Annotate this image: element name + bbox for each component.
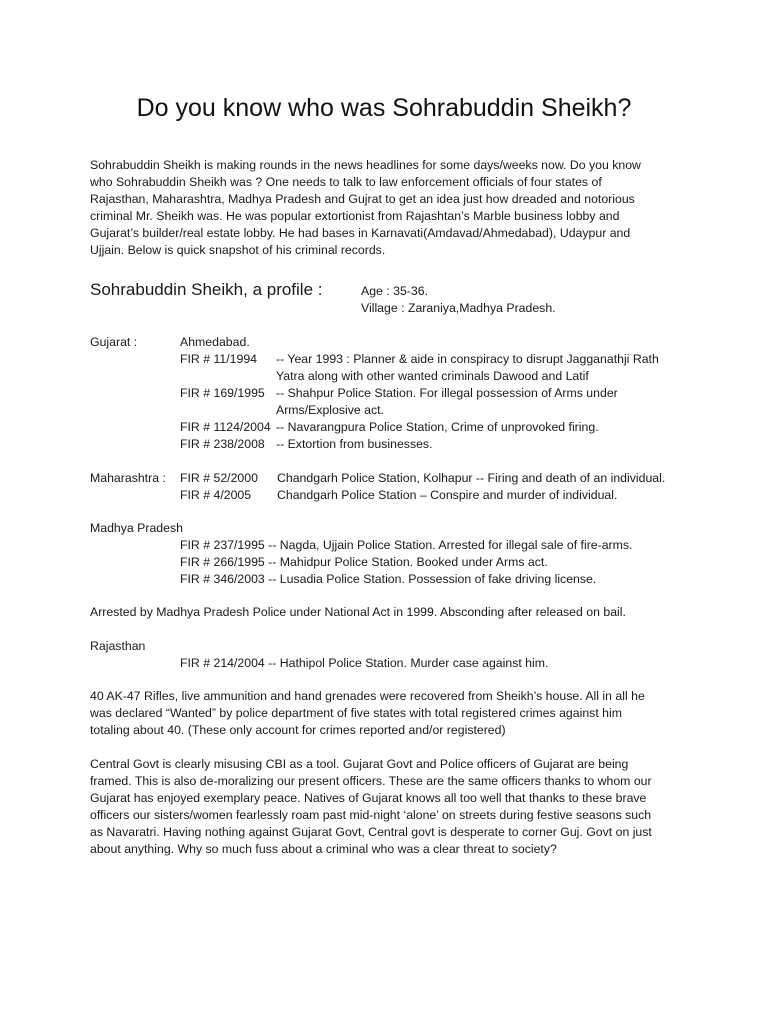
document-title: Do you know who was Sohrabuddin Sheikh?: [136, 94, 632, 122]
intro-line: Rajasthan, Maharashtra, Madhya Pradesh and Gujrat to get an idea just how dreaded and notorious: [90, 192, 635, 206]
fir-entry: FIR # 237/1995 -- Nagda, Ujjain Police Station. Arrested for illegal sale of fire-arms.: [180, 538, 633, 552]
central-line: about anything. Why so much fuss about a criminal who was a clear threat to society?: [90, 842, 557, 856]
central-line: officers our sisters/women fearlessly roam past mid-night ‘alone’ on streets during festive seasons such: [90, 808, 652, 822]
rifles-line: 40 AK-47 Rifles, live ammunition and hand grenades were recovered from Sheikh’s house. All in all he: [90, 689, 645, 703]
profile-heading: Sohrabuddin Sheikh, a profile :: [90, 280, 323, 299]
rajasthan-label: Rajasthan: [90, 639, 146, 653]
central-line: Gujarat has enjoyed exemplary peace. Natives of Gujarat knows all too well that thanks to these brave: [90, 791, 647, 805]
gujarat-city: Ahmedabad.: [180, 335, 250, 349]
central-govt-paragraph: [90, 756, 690, 858]
fir-description: -- Extortion from businesses.: [276, 437, 433, 451]
fir-description: -- Navarangpura Police Station, Crime of unprovoked firing.: [276, 420, 599, 434]
fir-description: Chandgarh Police Station, Kolhapur -- Firing and death of an individual.: [277, 471, 666, 485]
fir-description: Chandgarh Police Station – Conspire and murder of individual.: [277, 488, 618, 502]
fir-number: FIR # 11/1994: [180, 352, 258, 366]
intro-line: Ujjain. Below is quick snapshot of his criminal records.: [90, 243, 386, 257]
gujarat-label: Gujarat :: [90, 335, 138, 349]
intro-line: who Sohrabuddin Sheikh was ? One needs to talk to law enforcement officials of four states of: [90, 175, 602, 189]
profile-village: Village : Zaraniya,Madhya Pradesh.: [361, 301, 556, 315]
intro-line: Gujarat’s builder/real estate lobby. He had bases in Karnavati(Amdavad/Ahmedabad), Udaypur and: [90, 226, 631, 240]
rifles-line: totaling about 40. (These only account for crimes reported and/or registered): [90, 723, 506, 737]
fir-number: FIR # 238/2008: [180, 437, 265, 451]
profile-age: Age : 35-36.: [361, 284, 428, 298]
arrested-note: Arrested by Madhya Pradesh Police under National Act in 1999. Absconding after released on bail.: [90, 605, 626, 619]
fir-number: FIR # 1124/2004: [180, 420, 271, 434]
madhya-pradesh-label: Madhya Pradesh: [90, 521, 183, 535]
intro-line: Sohrabuddin Sheikh is making rounds in the news headlines for some days/weeks now. Do you know: [90, 158, 641, 172]
fir-number: FIR # 4/2005: [180, 488, 252, 502]
fir-description: -- Year 1993 : Planner & aide in conspiracy to disrupt Jagganathji Rath: [276, 352, 659, 366]
fir-number: FIR # 52/2000: [180, 471, 258, 485]
intro-line: criminal Mr. Sheikh was. He was popular extortionist from Rajashtan’s Marble business lobby and: [90, 209, 620, 223]
fir-description: Yatra along with other wanted criminals Dawood and Latif: [276, 369, 589, 383]
fir-description: Arms/Explosive act.: [276, 403, 384, 417]
fir-entry: FIR # 214/2004 -- Hathipol Police Station. Murder case against him.: [180, 656, 549, 670]
fir-entry: FIR # 346/2003 -- Lusadia Police Station. Possession of fake driving license.: [180, 572, 597, 586]
rifles-paragraph: [90, 688, 690, 739]
central-line: as Navaratri. Having nothing against Gujarat Govt, Central govt is desperate to corner Guj. Govt on just: [90, 825, 652, 839]
rifles-line: was declared “Wanted” by police department of five states with total registered crimes against him: [90, 706, 622, 720]
central-line: framed. This is also de-moralizing our present officers. These are the same officers thanks to whom our: [90, 774, 652, 788]
fir-number: FIR # 169/1995: [180, 386, 265, 400]
fir-entry: FIR # 266/1995 -- Mahidpur Police Station. Booked under Arms act.: [180, 555, 548, 569]
central-line: Central Govt is clearly misusing CBI as a tool. Gujarat Govt and Police officers of Gujarat are being: [90, 757, 629, 771]
maharashtra-label: Maharashtra :: [90, 471, 166, 485]
fir-description: -- Shahpur Police Station. For illegal possession of Arms under: [276, 386, 618, 400]
intro-paragraph: [90, 157, 690, 259]
